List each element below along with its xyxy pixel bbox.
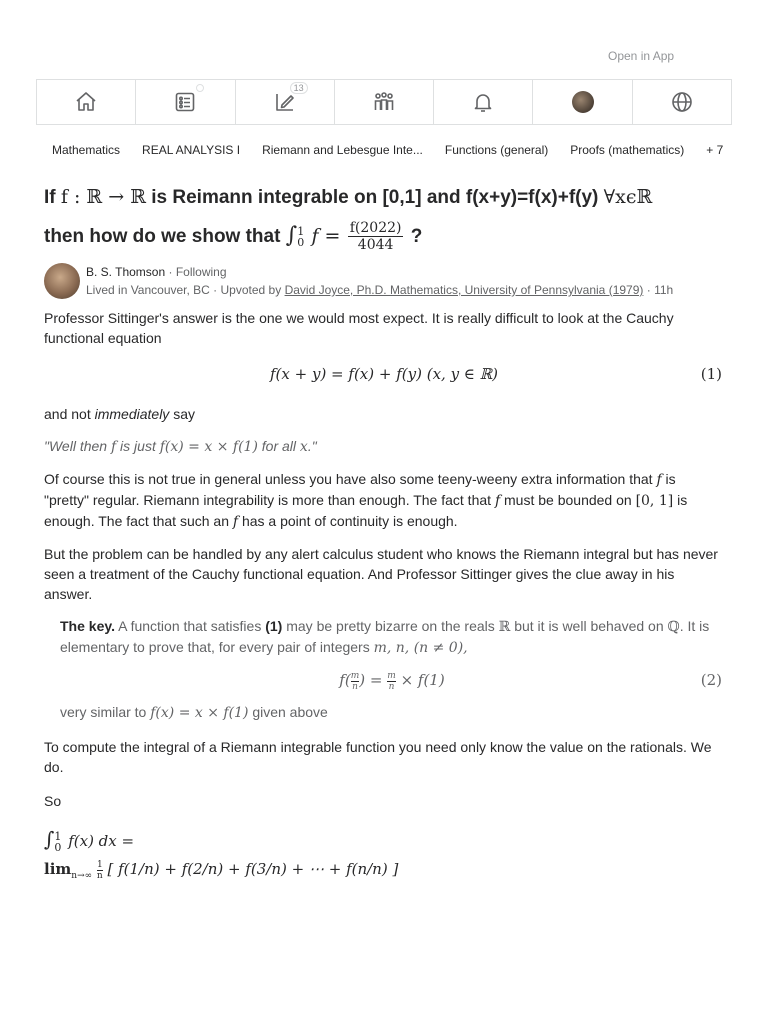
open-in-app-link[interactable]: Open in App <box>608 49 675 63</box>
nav-language[interactable] <box>633 80 732 124</box>
equation-2: f( $\frac{m}{n}$ ) = $\frac{m}{n}$ × f(1) (2) <box>339 670 722 692</box>
topic-proofs[interactable]: Proofs (mathematics) <box>570 143 685 157</box>
home-icon <box>74 90 98 114</box>
quote: "Well then f is just f(x) = x × f(1) for all x." <box>44 438 317 455</box>
nav-answer[interactable] <box>136 80 235 124</box>
people-icon <box>372 90 396 114</box>
nav-spaces[interactable] <box>335 80 434 124</box>
paragraph: Professor Sittinger's answer is the one we would most expect. It is really difficult to look at the Cauchy functional equation <box>44 310 674 346</box>
question-math: f = <box>311 225 341 247</box>
author-line <box>86 265 227 279</box>
topics-bar <box>52 143 723 157</box>
question-line-1 <box>44 178 734 217</box>
author-credentials: Lived in Vancouver, BC · Upvoted by David Joyce, Ph.D. Mathematics, University of Pennsylvania (1979) · 11h <box>86 283 674 297</box>
final-integral: ∫ 1 0 f(x) dx = <box>44 827 135 854</box>
question-text: ? <box>410 226 423 247</box>
upvoter-link[interactable]: David Joyce, Ph.D. Mathematics, University of Pennsylvania (1979) <box>284 283 644 297</box>
question-text: is Reimann integrable on [0,1] and f(x+y)=f(x)+f(y) <box>151 187 599 208</box>
question-text: then how do we show that <box>44 226 281 247</box>
nav-notifications[interactable] <box>434 80 533 124</box>
paragraph: To compute the integral of a Riemann integrable function you need only know the value on the rationals. We do. <box>44 739 712 775</box>
write-badge: 13 <box>290 82 308 94</box>
avatar <box>572 91 594 113</box>
final-limit: $\lim_{n\to\infty}$ $\frac{1}{n}$ [ f(1/n) + f(2/n) + f(3/n) + ⋯ + f(n/n) ] <box>44 859 399 881</box>
topic-real-analysis[interactable]: REAL ANALYSIS I <box>142 143 241 157</box>
top-navbar <box>36 79 732 125</box>
topic-mathematics[interactable]: Mathematics <box>52 143 121 157</box>
paragraph: Of course this is not true in general unless you have also some teeny-weeny extra information that f is "pretty" regular. Riemann integrability is more than enough. The fact that f must be bounded on [0, 1] is enough. The fact that such an f has a point of continuity is enough. <box>44 471 688 530</box>
nav-profile[interactable] <box>533 80 632 124</box>
integral-limits: 1 0 <box>297 224 305 249</box>
nav-write[interactable] <box>236 80 335 124</box>
key-block: The key. A function that satisfies (1) may be pretty bizarre on the reals ℝ but it is well behaved on ℚ. It is elementary to prove that, for every pair of integers m, n, (n ≠ 0), f( $\frac{m}{n}$ ) = $\frac{m}{n}$ × f(1) (2) very similar to f(x) = x × f(1) given above <box>60 618 722 721</box>
topic-functions[interactable]: Functions (general) <box>444 143 549 157</box>
follow-status[interactable]: · Following <box>168 265 227 279</box>
question-fraction: $\frac{f(2022)}{4044}$ <box>349 220 402 254</box>
paragraph: So <box>44 793 62 809</box>
question-math: f : ℝ → ℝ <box>60 186 146 208</box>
question-math: ∀xϵℝ <box>603 186 653 208</box>
paragraph: and not immediately say <box>44 406 195 422</box>
nav-home[interactable] <box>36 80 136 124</box>
author-name[interactable]: B. S. Thomson <box>86 265 166 279</box>
question-title[interactable] <box>44 178 734 256</box>
integral-sign: ∫ <box>285 223 298 248</box>
question-line-2 <box>44 217 734 256</box>
answer-time: · 11h <box>646 283 674 297</box>
bell-icon <box>471 90 495 114</box>
nav-answer-dot <box>196 84 204 92</box>
answer-body <box>44 308 724 890</box>
author-avatar[interactable] <box>44 263 80 299</box>
topic-more[interactable]: + 7 <box>706 143 724 157</box>
paragraph: But the problem can be handled by any alert calculus student who knows the Riemann integral but has never seen a treatment of the Cauchy functional equation. And Professor Sittinger gives the clue away in his answer. <box>44 546 718 602</box>
globe-icon <box>670 90 694 114</box>
topic-riemann-lebesgue[interactable]: Riemann and Lebesgue Inte... <box>262 143 423 157</box>
question-text: If <box>44 187 56 208</box>
list-icon <box>173 90 197 114</box>
equation-1: f(x + y) = f(x) + f(y) (x, y ∈ ℝ) (1) <box>270 365 722 383</box>
